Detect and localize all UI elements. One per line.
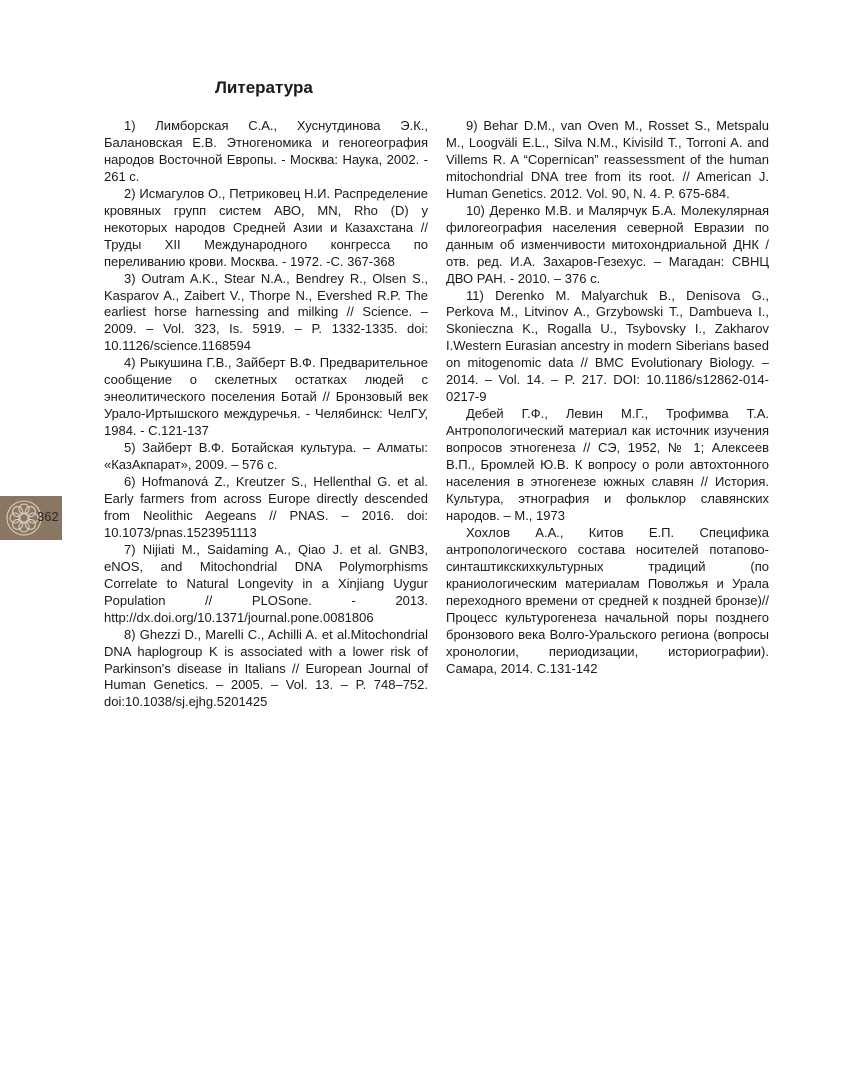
reference-item: 7) Nijiati M., Saidaming A., Qiao J. et al. GNB3, eNOS, and Mitochondrial DNA Polymorphisms Correlate to Natural Longevity in a Xinjiang Uygur Population // PLOSone. - 2013. http://dx.doi.org/10.1371/journal.pone.0081806 xyxy=(104,541,428,625)
reference-item: Хохлов А.А., Китов Е.П. Специфика антропологического состава носителей потапово-синташтикскихкультурных традиций (по краниологическим материалам Поволжья и Урала переходного времени от средней к поздней бронзе)// Процесс культурогенеза начальной поры позднего бронзового века Волго-Уральского региона (вопросы хронологии, периодизации, историографии). Самара, 2014. С.131-142 xyxy=(446,524,769,676)
reference-item: 1) Лимборская С.А., Хуснутдинова Э.К., Балановская Е.В. Этногеномика и геногеография народов Восточной Европы. - Москва: Наука, 2002. - 261 с. xyxy=(104,118,428,184)
reference-item: 9) Behar D.M., van Oven M., Rosset S., Metspalu M., Loogväli E.L., Silva N.M., Kivisild T., Torroni A. and Villems R. A “Copernican” reassessment of the human mitochondrial DNA tree from its root. // American J. Human Genetics. 2012. Vol. 90, N. 4. P. 675-684. xyxy=(446,118,769,201)
reference-item: 4) Рыкушина Г.В., Зайберт В.Ф. Предварительное сообщение о скелетных остатках людей с энеолитического поселения Ботай // Бронзовый век Урало-Иртышского междуречья. - Челябинск: ЧелГУ, 1984. - С.121-137 xyxy=(104,355,428,439)
left-column xyxy=(104,118,428,711)
page-number: 362 xyxy=(37,509,59,524)
reference-item: Дебей Г.Ф., Левин М.Г., Трофимва Т.А. Антропологический материал как источник изучения вопросов этногенеза // СЭ, 1952, № 1; Алексеев В.П., Бромлей Ю.В. К вопросу о роли автохтонного населения в этногенезе южных славян // История. Культура, этнография и фольклор славянских народов. – М., 1973 xyxy=(446,406,769,523)
reference-item: 8) Ghezzi D., Marelli C., Achilli A. et al.Mitochondrial DNA haplogroup K is associated with a lower risk of Parkinson's disease in Italians // European Journal of Human Genetics. – 2005. – Vol. 13. – P. 748–752. doi:10.1038/sj.ejhg.5201425 xyxy=(104,626,428,710)
reference-item: 3) Outram A.K., Stear N.A., Bendrey R., Olsen S., Kasparov A., Zaibert V., Thorpe N., Evershed R.P. The earliest horse harnessing and milking // Science. – 2009. – Vol. 323, Is. 5919. – P. 1332-1335. doi: 10.1126/science.1168594 xyxy=(104,270,428,354)
reference-item: 5) Зайберт В.Ф. Ботайская культура. – Алматы: «КазАкпарат», 2009. – 576 с. xyxy=(104,440,428,473)
page-number-tab xyxy=(0,496,62,540)
reference-item: 10) Деренко М.В. и Малярчук Б.А. Молекулярная филогеография населения северной Евразии по данным об изменчивости митохондриальной ДНК / отв. ред. И.А. Захаров-Гезехус. – Магадан: СВНЦ ДВО РАН. - 2010. – 376 с. xyxy=(446,202,769,286)
reference-item: 11) Derenko M. Malyarchuk B., Denisova G., Perkova M., Litvinov A., Grzybowski T., Dambueva I., Skonieczna K., Rogalla U., Tsybovsky I., Zakharov I.Western Eurasian ancestry in modern Siberians based on mitogenomic data // BMC Evolutionary Biology. – 2014. – Vol. 14. – P. 217. DOI: 10.1186/s12862-014-0217-9 xyxy=(446,287,769,405)
page-heading: Литература xyxy=(215,78,313,97)
reference-item: 2) Исмагулов О., Петриковец Н.И. Распределение кровяных групп систем АВО, MN, Rho (D) у некоторых народов Средней Азии и Казахстана // Труды XII Международного конгресса по переливанию крови. Москва. - 1972. -С. 367-368 xyxy=(104,185,428,269)
right-column xyxy=(446,118,769,677)
reference-item: 6) Hofmanová Z., Kreutzer S., Hellenthal G. et al. Early farmers from across Europe directly descended from Neolithic Aegeans // PNAS. – 2016. doi: 10.1073/pnas.1523951113 xyxy=(104,474,428,540)
